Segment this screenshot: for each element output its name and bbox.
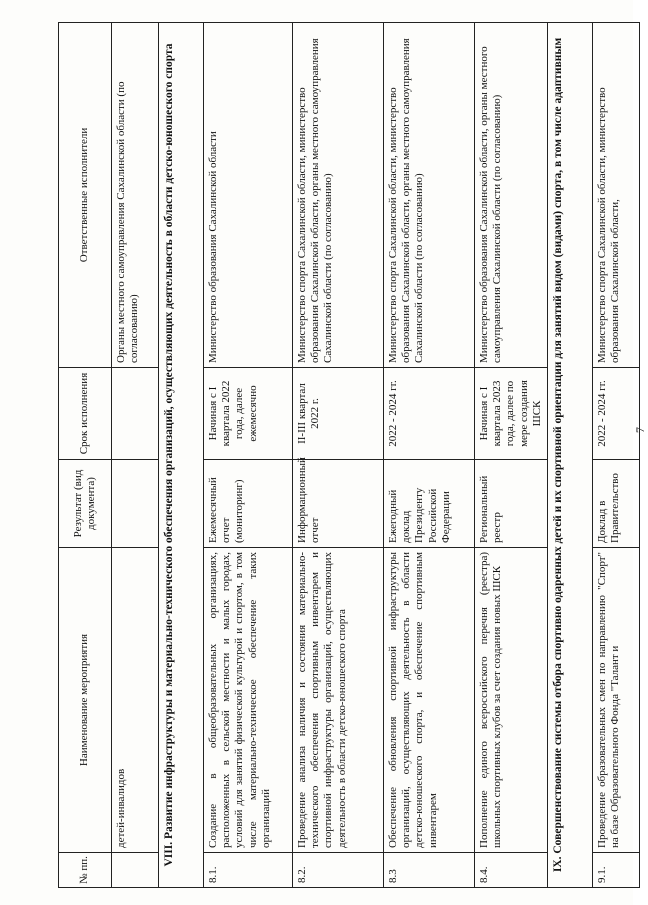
- cell-result: [112, 460, 159, 548]
- section-row-9: [547, 23, 592, 888]
- cell-name: Обеспечение обновления спортивной инфраструктуры организаций, осуществляющих деятельность в области детско-юношеского спорта, и обеспечение спортивным инвентарем: [384, 548, 475, 853]
- cell-responsible: Министерство спорта Сахалинской области, министерство образования Сахалинской области, органы местного самоуправления Сахалинской области (по согласованию): [293, 23, 384, 368]
- cell-responsible: Министерство образования Сахалинской области, органы местного самоуправления Сахалинской области (по согласованию): [475, 23, 548, 368]
- cell-responsible: Органы местного самоуправления Сахалинской области (по согласованию): [112, 23, 159, 368]
- cell-num: 8.3: [384, 853, 475, 888]
- cell-result: Доклад в Правительство: [592, 460, 639, 548]
- cell-result: Региональный реестр: [475, 460, 548, 548]
- cell-term: [112, 368, 159, 460]
- cell-term: 2022 - 2024 гг.: [592, 368, 639, 460]
- table-header-row: [59, 23, 112, 888]
- cell-term: Начиная с I квартала 2023 года, далее по мере создания ШСК: [475, 368, 548, 460]
- cell-term: 2022 - 2024 гг.: [384, 368, 475, 460]
- rotated-table-container: [58, 23, 638, 888]
- section-title-9: IX. Совершенствование системы отбора спортивно одаренных детей и их спортивной ориентации для занятий видом (видами) спорта, в том числе адаптивным: [547, 23, 592, 888]
- header-name: Наименование мероприятия: [59, 548, 112, 853]
- header-num: № пп.: [59, 853, 112, 888]
- header-term: Срок исполнения: [59, 368, 112, 460]
- table-row: [592, 23, 639, 888]
- section-title-8: VIII. Развитие инфраструктуры и материально-технического обеспечения организаций, осуществляющих деятельность в области детско-юношеского спорта: [159, 23, 204, 888]
- header-responsible: Ответственные исполнители: [59, 23, 112, 368]
- cell-num: 8.1.: [204, 853, 293, 888]
- cell-responsible: Министерство спорта Сахалинской области, министерство образования Сахалинской области,: [592, 23, 639, 368]
- cell-name: Создание в общеобразовательных организациях, расположенных в сельской местности и малых городах, условий для занятий физической культурой и спортом, в том числе материально-техническое обеспечение таких организаций: [204, 548, 293, 853]
- table-row: [293, 23, 384, 888]
- table-row: [384, 23, 475, 888]
- page-number: 7: [633, 427, 647, 433]
- table-row: [475, 23, 548, 888]
- cell-name: Пополнение единого всероссийского перечня (реестра) школьных спортивных клубов за счет создания новых ШСК: [475, 548, 548, 853]
- cell-name: детей-инвалидов: [112, 548, 159, 853]
- cell-responsible: Министерство спорта Сахалинской области, министерство образования Сахалинской области, органы местного самоуправления Сахалинской области (по согласованию): [384, 23, 475, 368]
- table-row: [204, 23, 293, 888]
- events-table: [58, 22, 640, 888]
- cell-name: Проведение образовательных смен по направлению "Спорт" на базе Образовательного Фонда "Талант и: [592, 548, 639, 853]
- cell-num: [112, 853, 159, 888]
- table-row-continuation: [112, 23, 159, 888]
- cell-num: 9.1.: [592, 853, 639, 888]
- header-result: Результат (вид документа): [59, 460, 112, 548]
- cell-result: Информационный отчет: [293, 460, 384, 548]
- cell-num: 8.4.: [475, 853, 548, 888]
- cell-term: II-III квартал 2022 г.: [293, 368, 384, 460]
- cell-name: Проведение анализа наличия и состояния материально-технического обеспечения спортивным инвентарем и спортивной инфраструктуры организаций, осуществляющих деятельность в области детско-юношеского спорта: [293, 548, 384, 853]
- cell-responsible: Министерство образования Сахалинской области: [204, 23, 293, 368]
- cell-result: Ежемесячный отчет (мониторинг): [204, 460, 293, 548]
- cell-num: 8.2.: [293, 853, 384, 888]
- section-row-8: [159, 23, 204, 888]
- cell-result: Ежегодный доклад Президенту Российской Федерации: [384, 460, 475, 548]
- cell-term: Начиная с I квартала 2022 года, далее ежемесячно: [204, 368, 293, 460]
